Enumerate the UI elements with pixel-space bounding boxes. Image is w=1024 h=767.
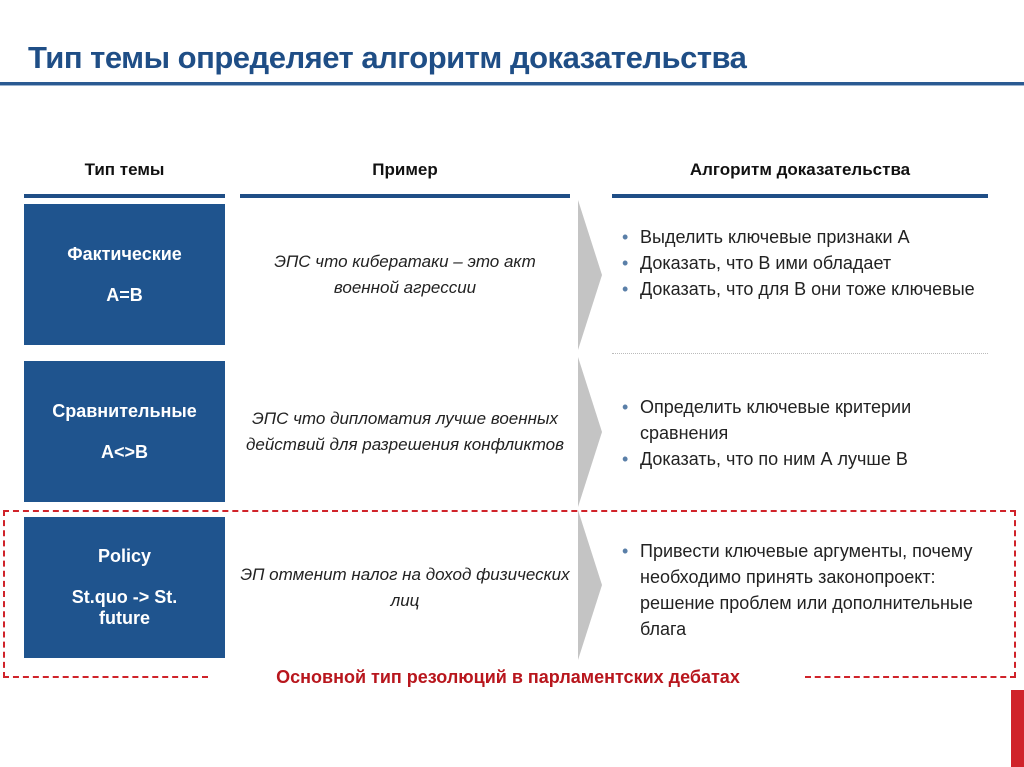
chevron-arrow-icon	[578, 200, 602, 350]
type-label: Policy	[97, 546, 152, 566]
type-box-factual	[24, 204, 225, 345]
type-label: Фактические	[67, 243, 182, 264]
decorative-red-bar	[1011, 690, 1024, 767]
algorithm-step: • Привести ключевые аргументы, почему необходимо принять законопроект: решение проблем или дополнительные блага	[618, 538, 988, 642]
row-divider	[612, 353, 988, 354]
algorithm-list	[618, 394, 988, 472]
algorithm-step: • Определить ключевые критерии сравнения	[618, 394, 988, 446]
algorithm-list	[618, 538, 988, 642]
chevron-arrow-icon	[578, 510, 602, 660]
header-algorithm: Алгоритм доказательства	[612, 160, 988, 198]
header-type: Тип темы	[24, 160, 225, 198]
chevron-arrow-icon	[578, 357, 602, 507]
algorithm-step: • Доказать, что по ним А лучше В	[618, 446, 988, 472]
type-box-comparative	[24, 361, 225, 502]
type-formula: St.quo -> St. future	[71, 587, 178, 628]
slide-title: Тип темы определяет алгоритм доказательства	[28, 40, 747, 75]
type-box-policy	[24, 517, 225, 658]
title-underline	[0, 82, 1024, 86]
example-text: ЭП отменит налог на доход физических лиц	[240, 564, 570, 610]
type-formula: A<>B	[100, 441, 149, 462]
algorithm-step: • Доказать, что для В они тоже ключевые	[618, 276, 988, 302]
algorithm-step: • Выделить ключевые признаки А	[618, 224, 988, 250]
example-text: ЭПС что кибератаки – это акт военной агрессии	[274, 251, 536, 297]
example-text: ЭПС что дипломатия лучше военных действий для разрешения конфликтов	[245, 408, 564, 454]
algorithm-list	[618, 224, 988, 302]
header-example: Пример	[240, 160, 570, 198]
type-label: Сравнительные	[52, 400, 197, 421]
algorithm-step: • Доказать, что В ими обладает	[618, 250, 988, 276]
type-formula: A=B	[106, 284, 143, 305]
highlight-caption: Основной тип резолюций в парламентских дебатах	[276, 667, 740, 687]
